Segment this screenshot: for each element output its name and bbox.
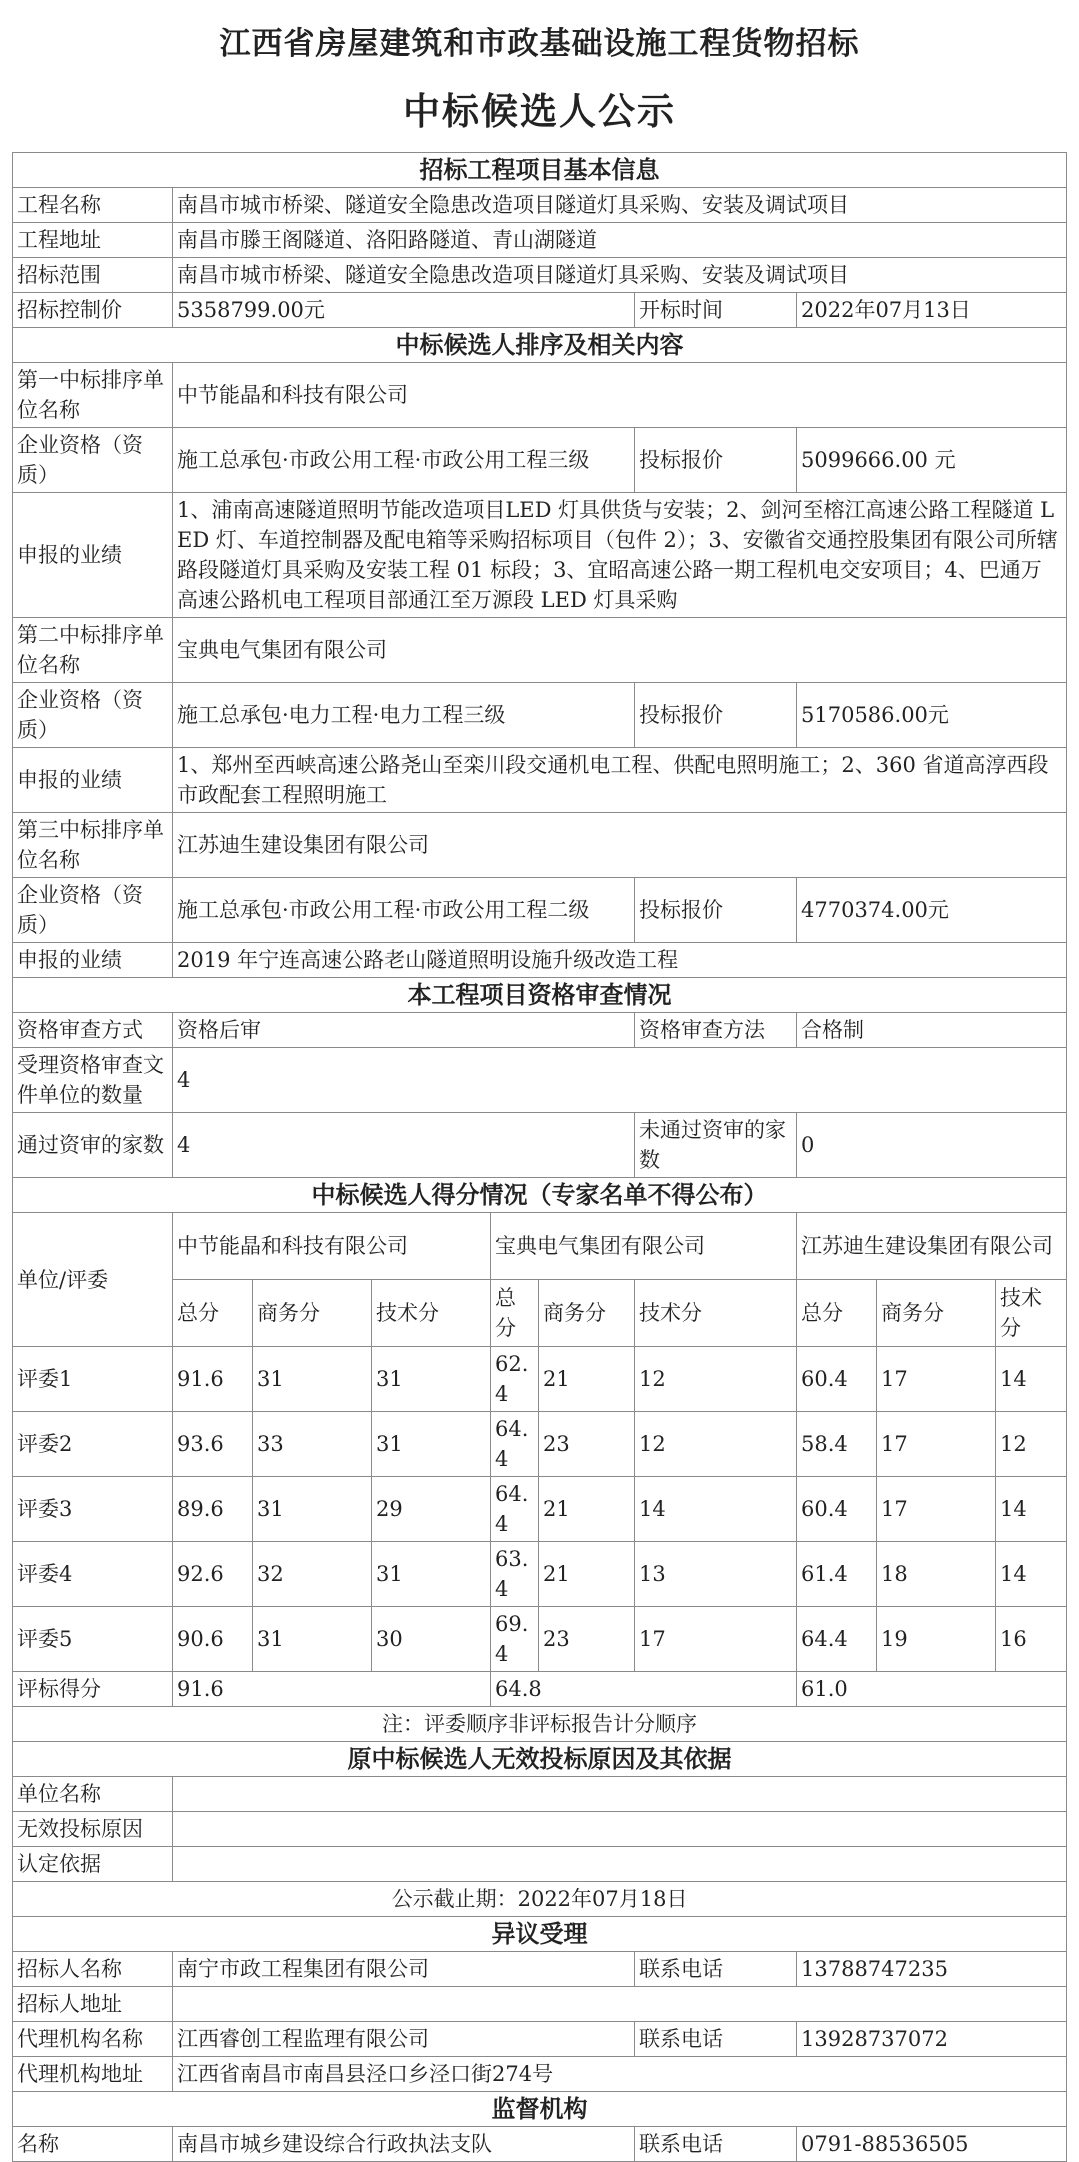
score-cell: 89.6 xyxy=(173,1477,253,1542)
notice-subtitle: 中标候选人公示 xyxy=(403,89,676,133)
sub-header-total: 总分 xyxy=(797,1280,877,1347)
rank-3-bid-label: 投标报价 xyxy=(635,878,797,943)
failed-count-label: 未通过资审的家数 xyxy=(635,1113,797,1178)
sub-header-business: 商务分 xyxy=(253,1280,372,1347)
section-invalid: 原中标候选人无效投标原因及其依据 xyxy=(13,1742,1067,1777)
judge-label: 评委3 xyxy=(13,1477,173,1542)
score-cell: 33 xyxy=(253,1412,372,1477)
invalid-basis-label: 认定依据 xyxy=(13,1847,173,1882)
supervision-name-label: 名称 xyxy=(13,2127,173,2162)
score-cell: 31 xyxy=(253,1347,372,1412)
score-cell: 63.4 xyxy=(491,1542,539,1607)
rank-1-perf-label: 申报的业绩 xyxy=(13,493,173,618)
judge-label: 评委1 xyxy=(13,1347,173,1412)
score-cell: 16 xyxy=(996,1607,1067,1672)
supervision-phone-label: 联系电话 xyxy=(635,2127,797,2162)
score-cell: 14 xyxy=(996,1347,1067,1412)
score-cell: 19 xyxy=(877,1607,996,1672)
score-cell: 12 xyxy=(635,1412,797,1477)
sub-header-business: 商务分 xyxy=(877,1280,996,1347)
rank-3-performance: 2019 年宁连高速公路老山隧道照明设施升级改造工程 xyxy=(173,943,1067,978)
project-address-label: 工程地址 xyxy=(13,223,173,258)
final-score-company-2: 64.8 xyxy=(491,1672,797,1707)
score-row xyxy=(13,1542,1067,1607)
score-row xyxy=(13,1477,1067,1542)
score-cell: 61.4 xyxy=(797,1542,877,1607)
score-cell: 12 xyxy=(996,1412,1067,1477)
passed-count: 4 xyxy=(173,1113,635,1178)
invalid-basis xyxy=(173,1847,1067,1882)
score-cell: 14 xyxy=(996,1542,1067,1607)
score-company-2: 宝典电气集团有限公司 xyxy=(491,1213,797,1280)
score-company-3: 江苏迪生建设集团有限公司 xyxy=(797,1213,1067,1280)
rank-2-qual-label: 企业资格（资质） xyxy=(13,683,173,748)
score-cell: 64.4 xyxy=(797,1607,877,1672)
review-method: 合格制 xyxy=(797,1013,1067,1048)
score-cell: 17 xyxy=(877,1347,996,1412)
supervision-name: 南昌市城乡建设综合行政执法支队 xyxy=(173,2127,635,2162)
agency-phone-label: 联系电话 xyxy=(635,2022,797,2057)
score-cell: 92.6 xyxy=(173,1542,253,1607)
rank-1-qualification: 施工总承包·市政公用工程·市政公用工程三级 xyxy=(173,428,635,493)
rank-2-perf-label: 申报的业绩 xyxy=(13,748,173,813)
rank-3-qualification: 施工总承包·市政公用工程·市政公用工程二级 xyxy=(173,878,635,943)
score-cell: 30 xyxy=(372,1607,491,1672)
scope-label: 招标范围 xyxy=(13,258,173,293)
project-address: 南昌市滕王阁隧道、洛阳路隧道、青山湖隧道 xyxy=(173,223,1067,258)
tenderer-phone-label: 联系电话 xyxy=(635,1952,797,1987)
final-score-company-1: 91.6 xyxy=(173,1672,491,1707)
control-price-label: 招标控制价 xyxy=(13,293,173,328)
section-supervision: 监督机构 xyxy=(13,2092,1067,2127)
rank-2-bid-price: 5170586.00元 xyxy=(797,683,1067,748)
score-cell: 31 xyxy=(372,1412,491,1477)
control-price: 5358799.00元 xyxy=(173,293,635,328)
score-cell: 62.4 xyxy=(491,1347,539,1412)
accepted-count-label: 受理资格审查文件单位的数量 xyxy=(13,1048,173,1113)
rank-2-performance: 1、郑州至西峡高速公路尧山至栾川段交通机电工程、供配电照明施工；2、360 省道高淳西段市政配套工程照明施工 xyxy=(173,748,1067,813)
rank-3-label: 第三中标排序单位名称 xyxy=(13,813,173,878)
rank-2-bid-label: 投标报价 xyxy=(635,683,797,748)
invalid-reason xyxy=(173,1812,1067,1847)
score-row xyxy=(13,1347,1067,1412)
score-cell: 91.6 xyxy=(173,1347,253,1412)
score-cell: 23 xyxy=(539,1607,635,1672)
score-company-1: 中节能晶和科技有限公司 xyxy=(173,1213,491,1280)
score-cell: 93.6 xyxy=(173,1412,253,1477)
sub-header-technical: 技术分 xyxy=(996,1280,1067,1347)
score-cell: 31 xyxy=(253,1607,372,1672)
section-review: 本工程项目资格审查情况 xyxy=(13,978,1067,1013)
score-row xyxy=(13,1607,1067,1672)
score-cell: 69.4 xyxy=(491,1607,539,1672)
open-time-label: 开标时间 xyxy=(635,293,797,328)
tenderer-label: 招标人名称 xyxy=(13,1952,173,1987)
final-score-label: 评标得分 xyxy=(13,1672,173,1707)
score-note: 注：评委顺序非评标报告计分顺序 xyxy=(13,1707,1067,1742)
score-cell: 18 xyxy=(877,1542,996,1607)
sub-header-total: 总分 xyxy=(491,1280,539,1347)
score-cell: 31 xyxy=(372,1542,491,1607)
score-cell: 60.4 xyxy=(797,1347,877,1412)
score-cell: 13 xyxy=(635,1542,797,1607)
section-scores: 中标候选人得分情况（专家名单不得公布） xyxy=(13,1178,1067,1213)
score-cell: 21 xyxy=(539,1542,635,1607)
review-mode: 资格后审 xyxy=(173,1013,635,1048)
sub-header-business: 商务分 xyxy=(539,1280,635,1347)
rank-2-label: 第二中标排序单位名称 xyxy=(13,618,173,683)
score-cell: 90.6 xyxy=(173,1607,253,1672)
judge-label: 评委4 xyxy=(13,1542,173,1607)
tenderer-phone: 13788747235 xyxy=(797,1952,1067,1987)
rank-3-bid-price: 4770374.00元 xyxy=(797,878,1067,943)
section-objection: 异议受理 xyxy=(13,1917,1067,1952)
rank-1-bid-label: 投标报价 xyxy=(635,428,797,493)
unit-judge-label: 单位/评委 xyxy=(13,1213,173,1347)
agency-phone: 13928737072 xyxy=(797,2022,1067,2057)
final-score-company-3: 61.0 xyxy=(797,1672,1067,1707)
invalid-unit xyxy=(173,1777,1067,1812)
tenderer-address xyxy=(173,1987,1067,2022)
accepted-count: 4 xyxy=(173,1048,1067,1113)
rank-1-name: 中节能晶和科技有限公司 xyxy=(173,363,1067,428)
score-cell: 64.4 xyxy=(491,1412,539,1477)
agency-label: 代理机构名称 xyxy=(13,2022,173,2057)
score-cell: 14 xyxy=(635,1477,797,1542)
sub-header-total: 总分 xyxy=(173,1280,253,1347)
review-mode-label: 资格审查方式 xyxy=(13,1013,173,1048)
score-row xyxy=(13,1412,1067,1477)
sub-header-technical: 技术分 xyxy=(372,1280,491,1347)
rank-1-label: 第一中标排序单位名称 xyxy=(13,363,173,428)
score-cell: 29 xyxy=(372,1477,491,1542)
score-cell: 60.4 xyxy=(797,1477,877,1542)
score-cell: 31 xyxy=(253,1477,372,1542)
project-name-label: 工程名称 xyxy=(13,188,173,223)
publicity-deadline: 公示截止期：2022年07月18日 xyxy=(13,1882,1067,1917)
failed-count: 0 xyxy=(797,1113,1067,1178)
rank-2-name: 宝典电气集团有限公司 xyxy=(173,618,1067,683)
rank-1-performance: 1、浦南高速隧道照明节能改造项目LED 灯具供货与安装；2、剑河至榕江高速公路工程隧道 LED 灯、车道控制器及配电箱等采购招标项目（包件 2）；3、安徽省交通控股集团有限公司所辖路段隧道灯具采购及安装工程 01 标段；3、宜昭高速公路一期工程机电交安项目；4、巴通万高速公路机电工程项目部通江至万源段 LED 灯具采购 xyxy=(173,493,1067,618)
passed-count-label: 通过资审的家数 xyxy=(13,1113,173,1178)
tenderer-address-label: 招标人地址 xyxy=(13,1987,173,2022)
score-cell: 17 xyxy=(635,1607,797,1672)
page-header xyxy=(0,0,1079,148)
score-cell: 32 xyxy=(253,1542,372,1607)
rank-2-qualification: 施工总承包·电力工程·电力工程三级 xyxy=(173,683,635,748)
score-cell: 64.4 xyxy=(491,1477,539,1542)
rank-1-qual-label: 企业资格（资质） xyxy=(13,428,173,493)
tenderer-name: 南宁市政工程集团有限公司 xyxy=(173,1952,635,1987)
invalid-reason-label: 无效投标原因 xyxy=(13,1812,173,1847)
score-cell: 17 xyxy=(877,1412,996,1477)
scope: 南昌市城市桥梁、隧道安全隐患改造项目隧道灯具采购、安装及调试项目 xyxy=(173,258,1067,293)
section-ranking: 中标候选人排序及相关内容 xyxy=(13,328,1067,363)
rank-3-qual-label: 企业资格（资质） xyxy=(13,878,173,943)
score-cell: 23 xyxy=(539,1412,635,1477)
project-name: 南昌市城市桥梁、隧道安全隐患改造项目隧道灯具采购、安装及调试项目 xyxy=(173,188,1067,223)
score-cell: 21 xyxy=(539,1477,635,1542)
agency-name: 江西睿创工程监理有限公司 xyxy=(173,2022,635,2057)
judge-label: 评委5 xyxy=(13,1607,173,1672)
section-basic-info: 招标工程项目基本信息 xyxy=(13,153,1067,188)
notice-table xyxy=(12,152,1067,2162)
score-cell: 58.4 xyxy=(797,1412,877,1477)
rank-1-bid-price: 5099666.00 元 xyxy=(797,428,1067,493)
rank-3-name: 江苏迪生建设集团有限公司 xyxy=(173,813,1067,878)
rank-3-perf-label: 申报的业绩 xyxy=(13,943,173,978)
invalid-unit-label: 单位名称 xyxy=(13,1777,173,1812)
sub-header-technical: 技术分 xyxy=(635,1280,797,1347)
score-cell: 14 xyxy=(996,1477,1067,1542)
score-cell: 31 xyxy=(372,1347,491,1412)
judge-label: 评委2 xyxy=(13,1412,173,1477)
score-cell: 21 xyxy=(539,1347,635,1412)
review-method-label: 资格审查方法 xyxy=(635,1013,797,1048)
score-cell: 12 xyxy=(635,1347,797,1412)
open-time: 2022年07月13日 xyxy=(797,293,1067,328)
notice-title: 江西省房屋建筑和市政基础设施工程货物招标 xyxy=(219,26,860,62)
score-cell: 17 xyxy=(877,1477,996,1542)
supervision-phone: 0791-88536505 xyxy=(797,2127,1067,2162)
agency-address-label: 代理机构地址 xyxy=(13,2057,173,2092)
agency-address: 江西省南昌市南昌县泾口乡泾口街274号 xyxy=(173,2057,1067,2092)
